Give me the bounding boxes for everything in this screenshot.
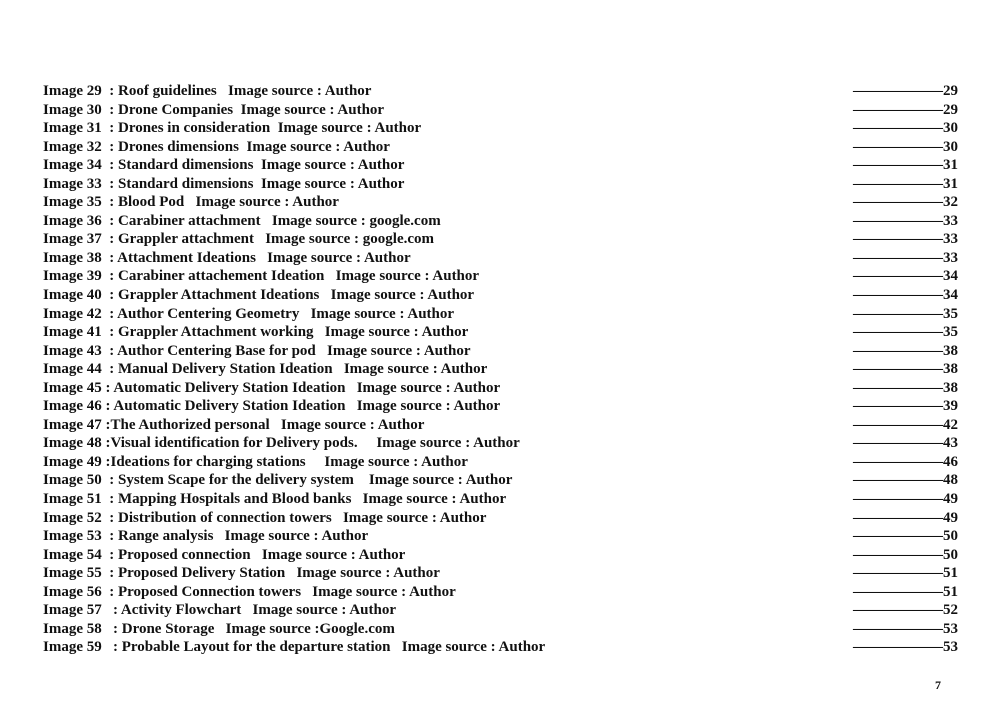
entry-caption: Image 41 : Grappler Attachment working Image source : Author <box>43 324 469 341</box>
entry-caption: Image 45 : Automatic Delivery Station Ideation Image source : Author <box>43 379 501 396</box>
entry-page-ref: ——————53 <box>853 620 958 637</box>
entry-caption: Image 48 :Visual identification for Delivery pods. Image source : Author <box>43 435 520 452</box>
list-item <box>43 379 958 398</box>
entry-page-ref: ——————49 <box>853 509 958 526</box>
entry-caption: Image 31 : Drones in consideration Image source : Author <box>43 120 422 137</box>
entry-page-ref: ——————33 <box>853 249 958 266</box>
entry-page-ref: ——————50 <box>853 528 958 545</box>
entry-caption: Image 35 : Blood Pod Image source : Author <box>43 194 339 211</box>
entry-caption: Image 32 : Drones dimensions Image source : Author <box>43 138 390 155</box>
list-item <box>43 546 958 565</box>
entry-page-ref: ——————39 <box>853 398 958 415</box>
entry-page-ref: ——————38 <box>853 361 958 378</box>
list-item <box>43 509 958 528</box>
list-item <box>43 490 958 509</box>
entry-page-ref: ——————33 <box>853 212 958 229</box>
entry-page-ref: ——————53 <box>853 639 958 656</box>
entry-caption: Image 51 : Mapping Hospitals and Blood banks Image source : Author <box>43 491 507 508</box>
entry-caption: Image 30 : Drone Companies Image source : Author <box>43 101 385 118</box>
list-item <box>43 193 958 212</box>
entry-page-ref: ——————32 <box>853 194 958 211</box>
entry-caption: Image 38 : Attachment Ideations Image source : Author <box>43 249 411 266</box>
list-item <box>43 342 958 361</box>
list-item <box>43 138 958 157</box>
entry-caption: Image 44 : Manual Delivery Station Ideation Image source : Author <box>43 361 488 378</box>
entry-caption: Image 56 : Proposed Connection towers Image source : Author <box>43 583 456 600</box>
entry-page-ref: ——————43 <box>853 435 958 452</box>
list-item <box>43 267 958 286</box>
entry-page-ref: ——————34 <box>853 268 958 285</box>
entry-page-ref: ——————29 <box>853 83 958 99</box>
entry-caption: Image 43 : Author Centering Base for pod Image source : Author <box>43 342 471 359</box>
list-item <box>43 397 958 416</box>
entry-caption: Image 50 : System Scape for the delivery system Image source : Author <box>43 472 513 489</box>
entry-caption: Image 29 : Roof guidelines Image source : Author <box>43 83 372 99</box>
entry-caption: Image 42 : Author Centering Geometry Image source : Author <box>43 305 455 322</box>
entry-page-ref: ——————51 <box>853 565 958 582</box>
entry-caption: Image 52 : Distribution of connection towers Image source : Author <box>43 509 487 526</box>
entry-page-ref: ——————42 <box>853 416 958 433</box>
entry-caption: Image 53 : Range analysis Image source : Author <box>43 528 369 545</box>
entry-page-ref: ——————35 <box>853 305 958 322</box>
entry-caption: Image 36 : Carabiner attachment Image source : google.com <box>43 212 441 229</box>
list-item <box>43 471 958 490</box>
list-item <box>43 434 958 453</box>
list-item <box>43 175 958 194</box>
entry-caption: Image 59 : Probable Layout for the departure station Image source : Author <box>43 639 546 656</box>
entry-page-ref: ——————48 <box>853 472 958 489</box>
entry-caption: Image 46 : Automatic Delivery Station Ideation Image source : Author <box>43 398 501 415</box>
entry-caption: Image 33 : Standard dimensions Image source : Author <box>43 175 405 192</box>
entry-page-ref: ——————38 <box>853 379 958 396</box>
list-item <box>43 82 958 101</box>
entry-page-ref: ——————46 <box>853 453 958 470</box>
entry-page-ref: ——————30 <box>853 120 958 137</box>
entry-caption: Image 40 : Grappler Attachment Ideations Image source : Author <box>43 287 475 304</box>
entry-page-ref: ——————30 <box>853 138 958 155</box>
entry-caption: Image 49 :Ideations for charging stations Image source : Author <box>43 453 468 470</box>
entry-caption: Image 57 : Activity Flowchart Image source : Author <box>43 602 396 619</box>
list-item <box>43 583 958 602</box>
entry-caption: Image 37 : Grappler attachment Image source : google.com <box>43 231 435 248</box>
list-of-images <box>43 82 958 657</box>
entry-caption: Image 47 :The Authorized personal Image source : Author <box>43 416 425 433</box>
list-item <box>43 305 958 324</box>
entry-page-ref: ——————50 <box>853 546 958 563</box>
list-item <box>43 212 958 231</box>
list-item <box>43 119 958 138</box>
entry-page-ref: ——————31 <box>853 157 958 174</box>
entry-caption: Image 39 : Carabiner attachement Ideation Image source : Author <box>43 268 480 285</box>
entry-page-ref: ——————31 <box>853 175 958 192</box>
list-item <box>43 527 958 546</box>
list-item <box>43 601 958 620</box>
list-item <box>43 323 958 342</box>
list-item <box>43 564 958 583</box>
list-item <box>43 230 958 249</box>
entry-page-ref: ——————29 <box>853 101 958 118</box>
entry-page-ref: ——————35 <box>853 324 958 341</box>
entry-page-ref: ——————51 <box>853 583 958 600</box>
entry-caption: Image 34 : Standard dimensions Image source : Author <box>43 157 405 174</box>
list-item <box>43 453 958 472</box>
entry-page-ref: ——————52 <box>853 602 958 619</box>
list-item <box>43 156 958 175</box>
page-number: 7 <box>935 678 941 692</box>
list-item <box>43 286 958 305</box>
list-item <box>43 249 958 268</box>
list-item <box>43 101 958 120</box>
entry-page-ref: ——————49 <box>853 491 958 508</box>
list-item <box>43 638 958 657</box>
entry-page-ref: ——————38 <box>853 342 958 359</box>
entry-caption: Image 58 : Drone Storage Image source :Google.com <box>43 620 395 637</box>
entry-caption: Image 54 : Proposed connection Image source : Author <box>43 546 406 563</box>
list-item <box>43 416 958 435</box>
list-item <box>43 360 958 379</box>
entry-page-ref: ——————34 <box>853 287 958 304</box>
entry-caption: Image 55 : Proposed Delivery Station Image source : Author <box>43 565 440 582</box>
list-item <box>43 620 958 639</box>
entry-page-ref: ——————33 <box>853 231 958 248</box>
